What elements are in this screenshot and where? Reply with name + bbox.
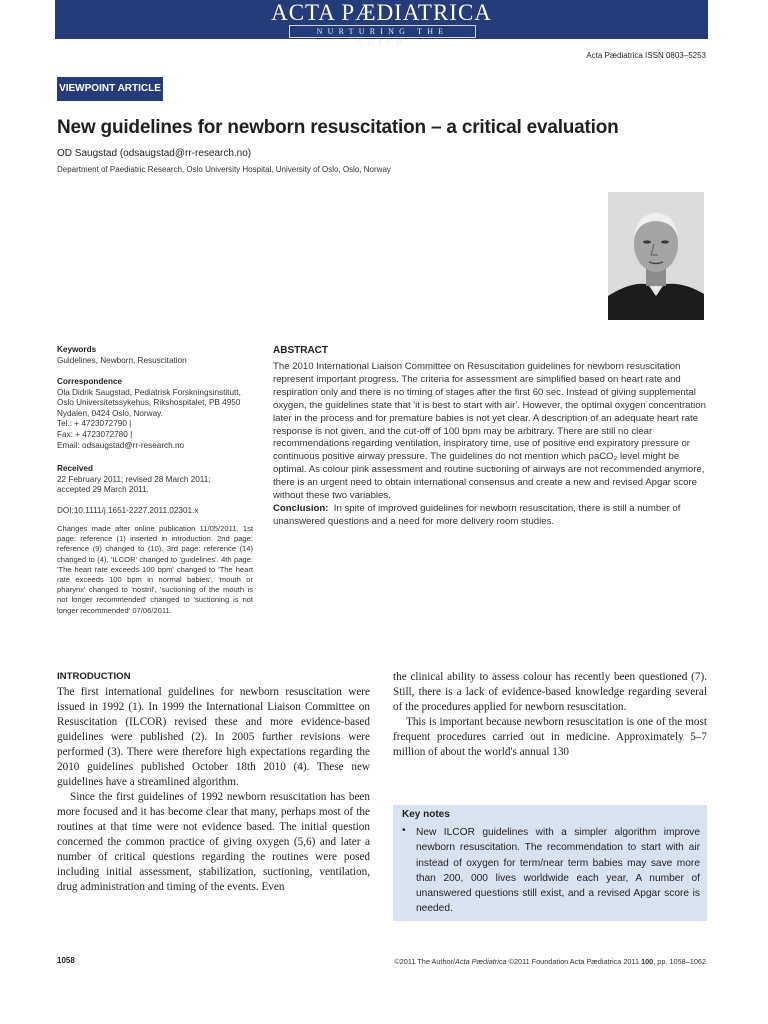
footer-copyright [394, 957, 706, 966]
key-notes-heading: Key notes [402, 809, 450, 820]
body-column-right [393, 670, 707, 760]
sidebar-received [57, 464, 255, 496]
key-notes-text: New ILCOR guidelines with a simpler algorithm improve newborn resuscitation. The recommendation to start with air instead of oxygen for term/near term babies may save more than 200, 000 lives worldwide each year, A number of unanswered questions still exist, and a revised Apgar score is needed. [416, 827, 700, 915]
copyright-text: ©2011 Foundation Acta Pædiatrica 2011 [506, 957, 642, 966]
page-range: , pp. 1058–1062 [653, 957, 706, 966]
received-line: 22 February 2011; revised 28 March 2011; [57, 474, 211, 484]
affiliation: Department of Paediatric Research, Oslo University Hospital, University of Oslo, Oslo, Norway [57, 165, 391, 174]
paragraph: the clinical ability to assess colour has recently been questioned (7). Still, there is a lack of evidence-based knowledge regarding several of the procedures applied for newborn resuscitation. [393, 671, 707, 713]
received-heading: Received [57, 464, 93, 473]
author-line: OD Saugstad (odsaugstad@rr-research.no) [57, 148, 252, 159]
sidebar-keywords [57, 345, 255, 366]
journal-banner [55, 0, 708, 47]
keywords-text: Guidelines, Newborn, Resuscitation [57, 355, 187, 365]
key-notes-box [393, 805, 707, 921]
author-portrait-image [608, 192, 704, 320]
article-title: New guidelines for newborn resuscitation – a critical evaluation [57, 117, 619, 138]
paragraph: Since the first guidelines of 1992 newborn resuscitation has been more focused and it has become clear that many, perhaps most of the routines at that time were not evidence based. The initial question concerned the common practice of giving oxygen (5,6) and later a number of critical questions regarding the routines were posed including initial assessment, stabilization, suctioning, ventilation, drug administration and timing of the events. Even [57, 791, 370, 893]
issn: Acta Pædiatrica ISSN 0803–5253 [586, 51, 706, 60]
article-type-badge: VIEWPOINT ARTICLE [57, 77, 163, 101]
correspondence-line: Nydalen, 0424 Oslo, Norway. [57, 408, 163, 418]
page-number: 1058 [57, 956, 75, 965]
correspondence-line: Ola Didrik Saugstad, Pediatrisk Forskningsinstitutt, [57, 387, 241, 397]
abstract-text: The 2010 International Liaison Committee on Resuscitation guidelines for newborn resuscitation represent important progress. The criteria for assessment are simplified based on heart rate and respiration only and there is no timing of stages after the first 60 sec. Instead of giving supplemental oxygen, the guidelines state that 'it is best to start with air'. However, the optimal oxygen concentration later in the process and for premature babies is not yet clear. A description of an adequate heart rate response is not given, and the cut-off of 100 bpm may be arbitrary. There are still no clear recommendations regarding ventilation, inspiratory time, use of positive end expiratory pressure or continuous positive airway pressure. The guidelines do not mention which paCO₂ level might be optimal. As colour pink assessment and routine suctioning of airways are not recommended anymore, there is an urgent need to obtain international consensus and create a new and revised Apgar score without these two variables. [273, 361, 706, 502]
changes-note: Changes made after online publication 11/05/2011. 1st page: reference (1) inserted in introduction. 2nd page: reference (9) changed to (10). 3rd page: reference (14) changed to (4), 'ILCOR' changed to 'guidelines'. 4th page: 'The heart rate exceeds 100 bpm' changed to 'The heart rate exceeds 100 bpm in normal babies', 'mouth or pharynx' changed to 'nostril', 'suctioning of the mouth is not longer recommended' changed to 'suctioning is not longer recommended' 07/06/2011. [57, 524, 253, 615]
journal-title: ACTA PÆDIATRICA [271, 0, 492, 25]
journal-name: Acta Pædiatrica [455, 957, 507, 966]
keywords-heading: Keywords [57, 345, 97, 354]
sidebar-correspondence [57, 377, 255, 451]
paragraph: This is important because newborn resuscitation is one of the most frequent procedures carried out in medicine. Approximately 5–7 million of about the world's annual 130 [393, 716, 707, 758]
correspondence-line: Tel.: + 4723072790 | [57, 419, 132, 429]
correspondence-heading: Correspondence [57, 377, 123, 386]
body-column-left [57, 685, 370, 895]
abstract-heading: ABSTRACT [273, 345, 328, 356]
paragraph: The first international guidelines for newborn resuscitation were issued in 1992 (1). In 1999 the International Liaison Committee on Resuscitation (ILCOR) revised these and more evidence-based guidelines were published (2). In 2005 further revisions were performed (3). There were therefore high expectations regarding the 2010 guidelines published October 18th 2010 (4). These new guidelines have a streamlined algorithm. [57, 686, 370, 788]
author-photo [608, 192, 704, 320]
introduction-heading: INTRODUCTION [57, 671, 131, 682]
journal-tagline: NURTURING THE CHILD [289, 25, 476, 38]
volume-number: 100 [641, 957, 654, 966]
copyright-text: ©2011 The Author/ [394, 957, 456, 966]
abstract-body [273, 361, 706, 529]
received-line: accepted 29 March 2011. [57, 485, 149, 495]
conclusion-label: Conclusion: [273, 502, 329, 514]
bullet-icon: • [402, 825, 406, 836]
doi: DOI:10.1111/j.1651-2227.2011.02301.x [57, 506, 199, 515]
correspondence-line: Oslo Universitetssykehus, Rikshospitalet, PB 4950 [57, 398, 241, 408]
conclusion-text: In spite of improved guidelines for newborn resuscitation, there is still a number of unanswered questions and a need for more delivery room studies. [273, 502, 681, 527]
correspondence-line: Fax: + 4723072780 | [57, 429, 133, 439]
correspondence-email: Email: odsaugstad@rr-research.no [57, 440, 185, 450]
